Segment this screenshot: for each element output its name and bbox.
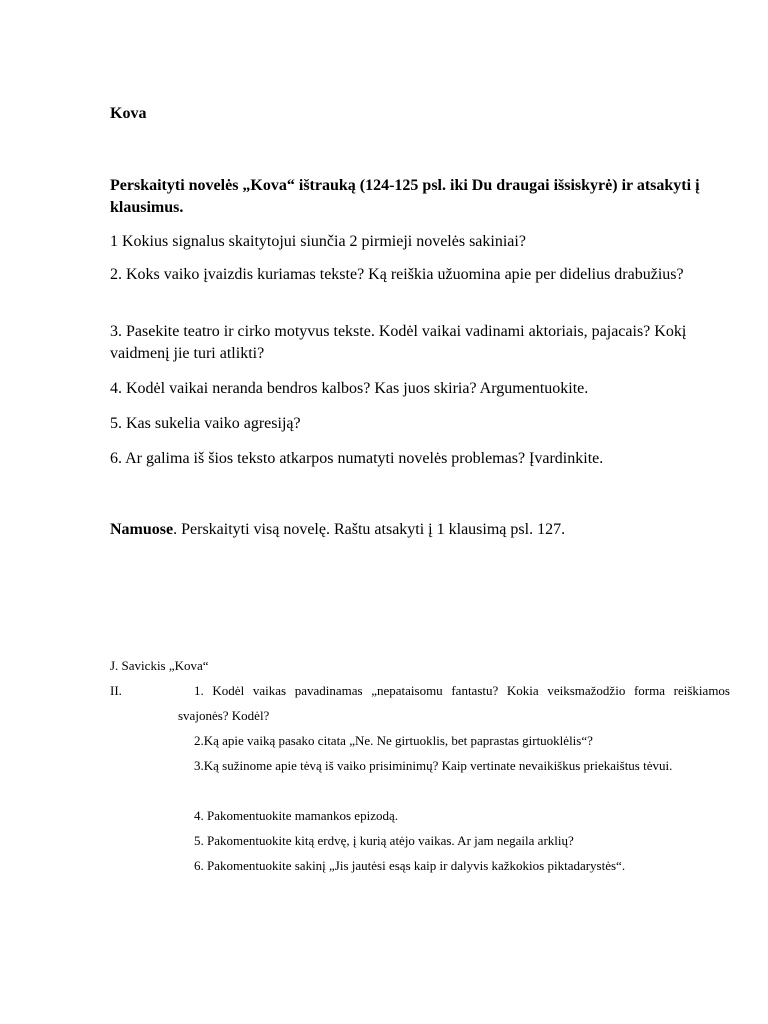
section2-numeral: II. xyxy=(110,683,122,698)
homework-text: . Perskaityti visą novelę. Raštu atsakyti į 1 klausimą psl. 127. xyxy=(173,521,566,538)
section2-question-5: 5. Pakomentuokite kitą erdvę, į kurią atėjo vaikas. Ar jam negaila arklių? xyxy=(194,833,574,848)
section2-author-line: J. Savickis „Kova“ xyxy=(110,658,209,673)
section2-question-1: 1. Kodėl vaikas pavadinamas „nepataisomu fantastu? Kokia veiksmažodžio forma reiškiamos svajonės? Kodėl? xyxy=(178,683,730,723)
section2-question-6: 6. Pakomentuokite sakinį „Jis jautėsi esąs kaip ir dalyvis kažkokios piktadarystės“. xyxy=(194,858,626,873)
question-5: 5. Kas sukelia vaiko agresiją? xyxy=(110,415,301,432)
question-2: 2. Koks vaiko įvaizdis kuriamas tekste? Ką reiškia užuomina apie per didelius drabužius? xyxy=(110,266,684,283)
question-1: 1 Kokius signalus skaitytojui siunčia 2 pirmieji novelės sakiniai? xyxy=(110,233,526,250)
section2-question-2: 2.Ką apie vaiką pasako citata „Ne. Ne girtuoklis, bet paprastas girtuoklėlis“? xyxy=(194,733,593,748)
question-4: 4. Kodėl vaikai neranda bendros kalbos? Kas juos skiria? Argumentuokite. xyxy=(110,380,589,397)
homework-line xyxy=(110,519,730,541)
reading-instruction: Perskaityti novelės „Kova“ ištrauką (124-125 psl. iki Du draugai išsiskyrė) ir atsakyti į klausimus. xyxy=(110,177,700,216)
homework-label: Namuose xyxy=(110,521,174,538)
question-6: 6. Ar galima iš šios teksto atkarpos numatyti novelės problemas? Įvardinkite. xyxy=(110,450,604,467)
question-3: 3. Pasekite teatro ir cirko motyvus tekste. Kodėl vaikai vadinami aktoriais, pajacais? Kokį vaidmenį jie turi atlikti? xyxy=(110,323,687,362)
section2-question-4: 4. Pakomentuokite mamankos epizodą. xyxy=(194,808,398,823)
section2-question-3: 3.Ką sužinome apie tėvą iš vaiko prisiminimų? Kaip vertinate nevaikiškus priekaištus tėvui. xyxy=(194,758,673,773)
document-title: Kova xyxy=(110,105,147,122)
